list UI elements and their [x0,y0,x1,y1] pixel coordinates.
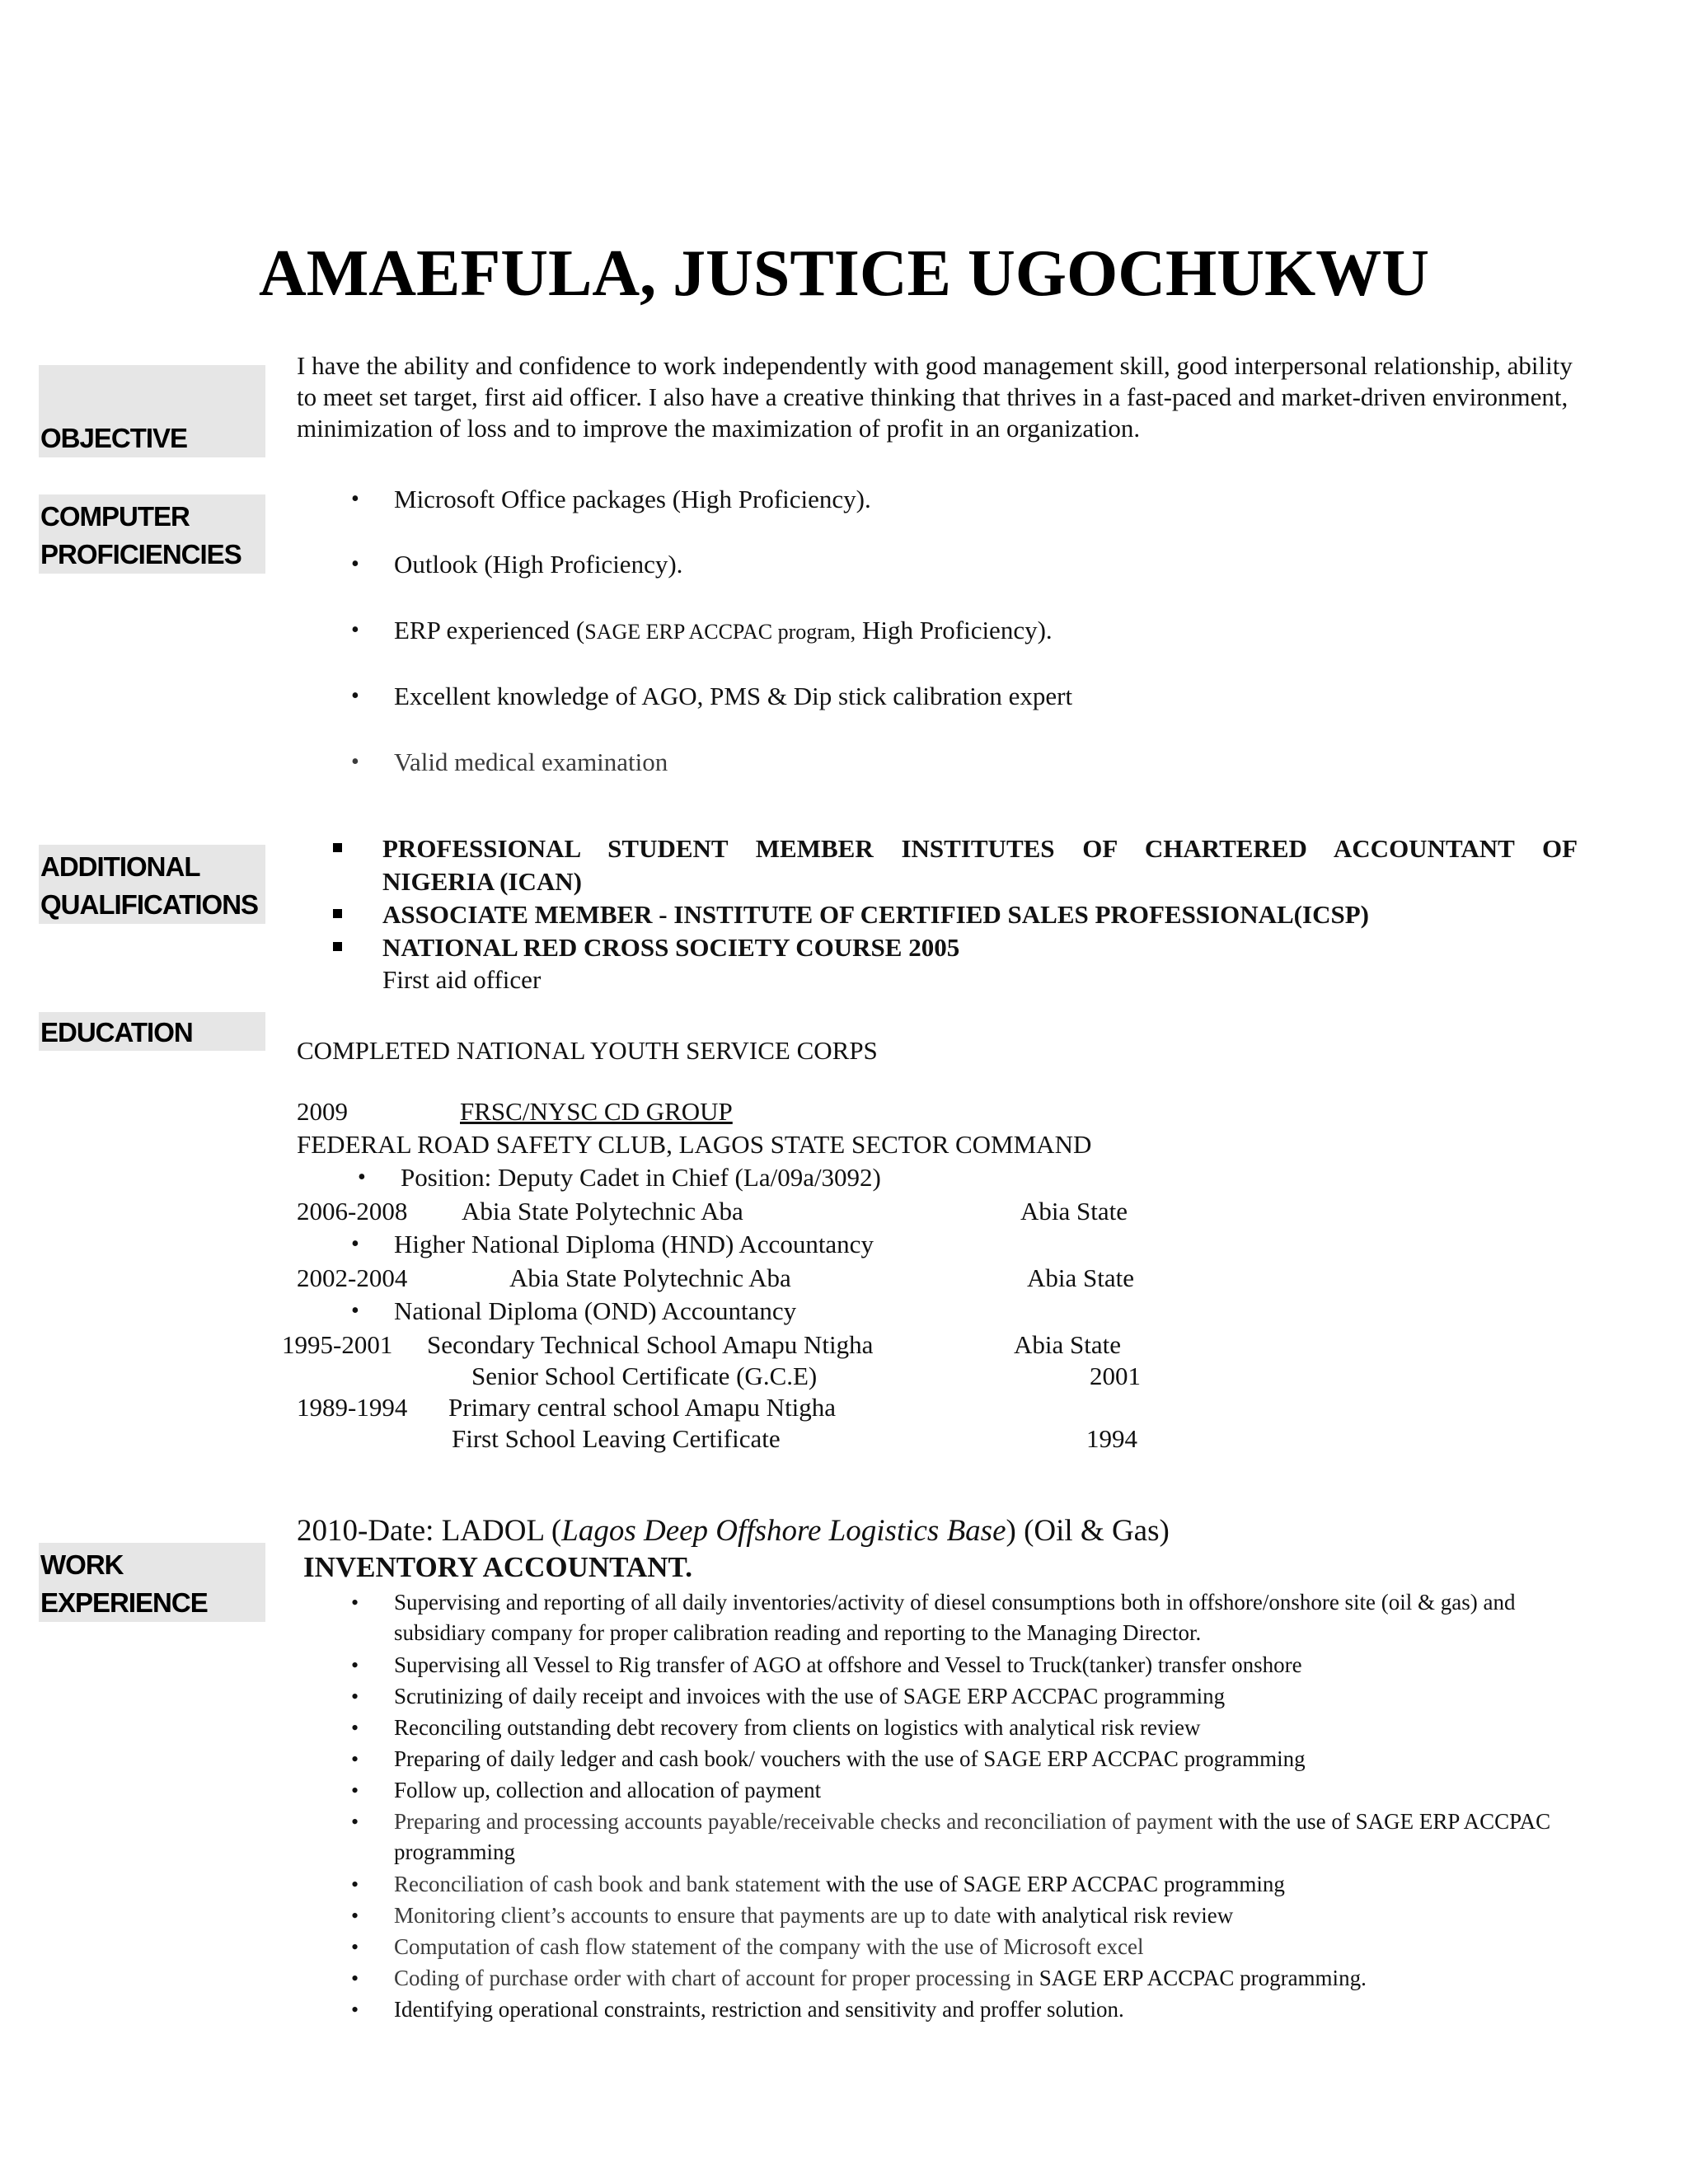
work-duty: • Reconciliation of cash book and bank statement with the use of SAGE ERP ACCPAC programming [394,1869,1573,1900]
qualification-item: PROFESSIONAL STUDENT MEMBER INSTITUTES OF CHARTERED ACCOUNTANT OF [382,832,1578,865]
education-position: • Position: Deputy Cadet in Chief (La/09a/3092) [401,1162,881,1193]
section-label-objective: OBJECTIVE [39,365,265,457]
work-duty: • Monitoring client’s accounts to ensure that payments are up to date with analytical risk review [394,1900,1573,1931]
education-year: 1989-1994 [297,1393,408,1422]
qualification-item: NATIONAL RED CROSS SOCIETY COURSE 2005 [382,931,1578,964]
list-item: • Outlook (High Proficiency). [394,549,682,580]
education-qualification: • Higher National Diploma (HND) Accountancy [394,1229,874,1260]
education-state: Abia State [1020,1197,1128,1226]
education-year: 2009 [297,1097,348,1126]
work-duty: • Preparing and processing accounts payable/receivable checks and reconciliation of payment with the use of SAGE ERP ACCPAC programming [394,1807,1573,1868]
objective-text: I have the ability and confidence to work independently with good management skill, good interpersonal relationship, ability to meet set target, first aid officer. I also have a creative thinking that thrives in a fast-paced and market-driven environment, minimization of loss and to improve the maximization of profit in an organization. [297,351,1573,443]
qualification-item-continued: NIGERIA (ICAN) [382,867,582,896]
work-duty: • Computation of cash flow statement of the company with the use of Microsoft excel [394,1932,1573,1962]
education-school: Secondary Technical School Amapu Ntigha [427,1330,874,1359]
education-school: Primary central school Amapu Ntigha [448,1393,837,1422]
education-year: 1995-2001 [282,1330,393,1359]
list-item: • Excellent knowledge of AGO, PMS & Dip stick calibration expert [394,681,1072,712]
work-duty: • Supervising and reporting of all daily inventories/activity of diesel consumptions both in offshore/onshore site (oil & gas) and subsidiary company for proper calibration reading and reporting to the Managing Director. [394,1587,1573,1648]
education-state: Abia State [1014,1330,1121,1359]
education-group: FRSC/NYSC CD GROUP [460,1097,733,1126]
education-school: Abia State Polytechnic Aba [509,1263,791,1292]
education-state: Abia State [1027,1263,1134,1292]
education-certificate: First School Leaving Certificate [452,1424,781,1453]
work-duty: • Reconciling outstanding debt recovery from clients on logistics with analytical risk review [394,1713,1573,1743]
education-certificate-year: 1994 [1086,1424,1137,1453]
section-label-work-experience: WORK EXPERIENCE [39,1543,265,1622]
list-item: • Valid medical examination [394,747,668,778]
work-heading: 2010-Date: LADOL (Lagos Deep Offshore Logistics Base) (Oil & Gas) [297,1514,1170,1548]
section-label-computer-proficiencies: COMPUTER PROFICIENCIES [39,494,265,574]
list-item: • Microsoft Office packages (High Proficiency). [394,484,871,515]
education-certificate: Senior School Certificate (G.C.E) [471,1361,818,1390]
work-duty: • Preparing of daily ledger and cash book/ vouchers with the use of SAGE ERP ACCPAC programming [394,1744,1573,1774]
section-label-education: EDUCATION [39,1012,265,1051]
qualification-note: First aid officer [382,965,542,994]
work-duty: • Identifying operational constraints, restriction and sensitivity and proffer solution. [394,1994,1573,2025]
education-club: FEDERAL ROAD SAFETY CLUB, LAGOS STATE SECTOR COMMAND [297,1130,1092,1159]
education-year: 2006-2008 [297,1197,408,1226]
applicant-name: AMAEFULA, JUSTICE UGOCHUKWU [258,237,1430,310]
education-year: 2002-2004 [297,1263,408,1292]
work-duty: • Scrutinizing of daily receipt and invoices with the use of SAGE ERP ACCPAC programming [394,1681,1573,1712]
qualification-item: ASSOCIATE MEMBER - INSTITUTE OF CERTIFIED SALES PROFESSIONAL(ICSP) [382,898,1578,931]
work-duty: • Supervising all Vessel to Rig transfer of AGO at offshore and Vessel to Truck(tanker) transfer onshore [394,1650,1573,1680]
nysc-line: COMPLETED NATIONAL YOUTH SERVICE CORPS [297,1036,878,1065]
work-role: INVENTORY ACCOUNTANT. [303,1551,692,1583]
work-duty: • Coding of purchase order with chart of account for proper processing in SAGE ERP ACCPAC programming. [394,1963,1573,1994]
education-certificate-year: 2001 [1090,1361,1141,1390]
list-item: • ERP experienced (SAGE ERP ACCPAC program, High Proficiency). [394,615,1053,648]
education-qualification: • National Diploma (OND) Accountancy [394,1296,796,1327]
section-label-additional-qualifications: ADDITIONAL QUALIFICATIONS [39,845,265,924]
work-duty: • Follow up, collection and allocation of payment [394,1775,1573,1806]
education-school: Abia State Polytechnic Aba [462,1197,743,1226]
